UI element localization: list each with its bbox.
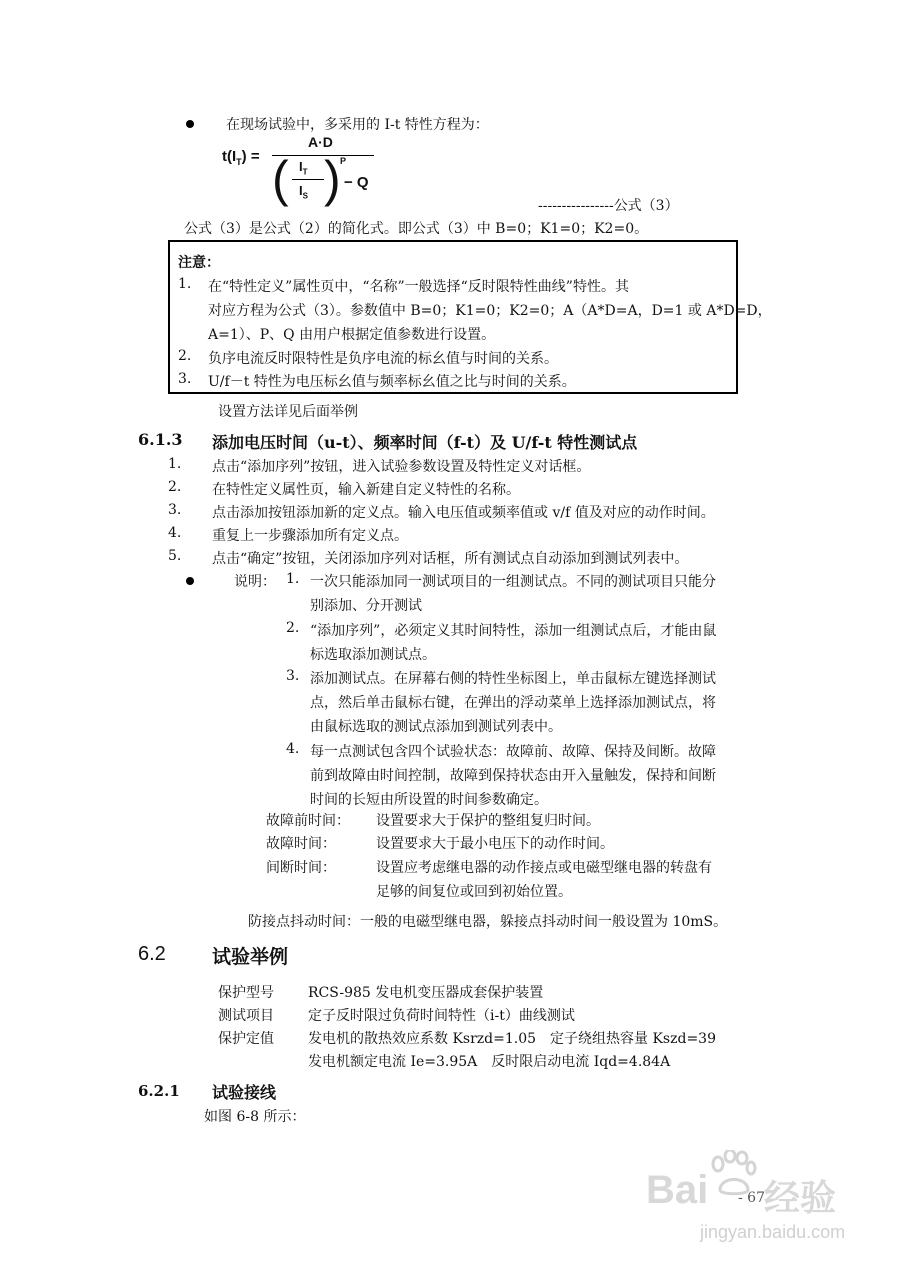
step-3-text: 点击添加按钮添加新的定义点。输入电压值或频率值或 v/f 值及对应的动作时间。 bbox=[212, 505, 715, 521]
explain-2-num: 2. bbox=[286, 620, 300, 636]
explain-1-line2: 别添加、分开测试 bbox=[310, 598, 422, 614]
note-item-3-line1: U/f－t 特性为电压标幺值与频率标幺值之比与时间的关系。 bbox=[208, 374, 576, 390]
formula-right-paren: ) bbox=[324, 151, 341, 207]
formula-frac-num: $I_T$ bbox=[299, 159, 308, 177]
section-621-number: 6.2.1 bbox=[138, 1082, 180, 1100]
formula-numerator: A·D bbox=[308, 134, 333, 150]
formula-frac-den: $I_S$ bbox=[299, 183, 308, 201]
intro-bullet-text: 在现场试验中，多采用的 I-t 特性方程为： bbox=[226, 117, 489, 133]
note-title: 注意： bbox=[178, 255, 220, 271]
spec-3-label: 保护定值 bbox=[218, 1031, 274, 1047]
spec-2-label: 测试项目 bbox=[218, 1008, 274, 1024]
step-2-num: 2. bbox=[168, 479, 182, 495]
step-4-num: 4. bbox=[168, 525, 182, 541]
time-1-label: 故障前时间： bbox=[266, 813, 350, 829]
watermark-brand: Bai bbox=[646, 1168, 709, 1212]
explain-4-line3: 时间的长短由所设置的时间参数确定。 bbox=[310, 792, 548, 808]
note-item-2-line1: 负序电流反时限特性是负序电流的标幺值与时间的关系。 bbox=[208, 351, 558, 367]
formula-label: ----------------公式（3） bbox=[538, 198, 679, 214]
section-621-title: 试验接线 bbox=[212, 1083, 277, 1102]
explain-1-line1: 一次只能添加同一测试项目的一组测试点。不同的测试项目只能分 bbox=[310, 574, 716, 590]
baidu-paw-icon bbox=[708, 1150, 758, 1196]
formula-frac-bar bbox=[292, 179, 324, 180]
section-62-number: 6.2 bbox=[138, 943, 166, 965]
note-item-3-num: 3. bbox=[178, 371, 192, 387]
section-621-text: 如图 6-8 所示： bbox=[204, 1109, 306, 1125]
explain-3-line1: 添加测试点。在屏幕右侧的特性坐标图上，单击鼠标左键选择测试 bbox=[310, 671, 716, 687]
spec-3-extra: 发电机额定电流 Ie=3.95A 反时限启动电流 Iqd=4.84A bbox=[308, 1054, 671, 1070]
section-62-title: 试验举例 bbox=[212, 946, 289, 968]
note-item-1-line2: 对应方程为公式（3）。参数值中 B=0；K1=0；K2=0；A（A*D=A，D=1 或 A*D=D， bbox=[208, 303, 772, 319]
spec-2-value: 定子反时限过负荷时间特性（i-t）曲线测试 bbox=[308, 1008, 575, 1024]
step-1-num: 1. bbox=[168, 456, 182, 472]
section-613-title: 添加电压时间（u-t）、频率时间（f-t）及 U/f-t 特性测试点 bbox=[212, 433, 638, 452]
formula-lhs: $t(I_T)$ = bbox=[222, 148, 260, 167]
bullet-dot bbox=[186, 120, 194, 128]
explain-4-line1: 每一点测试包含四个试验状态：故障前、故障、保持及间断。故障 bbox=[310, 744, 716, 760]
time-2-label: 故障时间： bbox=[266, 836, 336, 852]
watermark-cn: 经验 bbox=[764, 1177, 837, 1218]
step-5-text: 点击“确定”按钮，关闭添加序列对话框，所有测试点自动添加到测试列表中。 bbox=[212, 551, 689, 567]
spec-1-value: RCS-985 发电机变压器成套保护装置 bbox=[308, 985, 544, 1001]
formula-note: 公式（3）是公式（2）的简化式。即公式（3）中 B=0；K1=0；K2=0。 bbox=[184, 221, 649, 237]
section-613-number: 6.1.3 bbox=[138, 430, 183, 449]
time-3-label: 间断时间： bbox=[266, 860, 336, 876]
time-3-text: 设置应考虑继电器的动作接点或电磁型继电器的转盘有 bbox=[376, 860, 712, 876]
spec-3-value: 发电机的散热效应系数 Ksrzd=1.05 定子绕组热容量 Kszd=39 bbox=[308, 1031, 717, 1047]
explain-3-num: 3. bbox=[286, 668, 300, 684]
debounce-text: 防接点抖动时间：一般的电磁型继电器，躲接点抖动时间一般设置为 10mS。 bbox=[248, 914, 728, 930]
page-number: - 67 bbox=[738, 1190, 765, 1206]
time-1-text: 设置要求大于保护的整组复归时间。 bbox=[376, 813, 600, 829]
time-3-text2: 足够的间复位或回到初始位置。 bbox=[376, 884, 572, 900]
explain-2-line1: “添加序列”，必须定义其时间特性，添加一组测试点后，才能由鼠 bbox=[310, 623, 717, 639]
explain-label: 说明： bbox=[234, 574, 276, 590]
step-2-text: 在特性定义属性页，输入新建自定义特性的名称。 bbox=[212, 482, 520, 498]
step-3-num: 3. bbox=[168, 502, 182, 518]
explain-bullet-dot bbox=[186, 577, 194, 585]
step-5-num: 5. bbox=[168, 548, 182, 564]
formula-exponent: P bbox=[340, 156, 347, 166]
note-item-1-line1: 在“特性定义”属性页中，“名称”一般选择“反时限特性曲线”特性。其 bbox=[208, 279, 629, 295]
step-1-text: 点击“添加序列”按钮，进入试验参数设置及特性定义对话框。 bbox=[212, 459, 591, 475]
explain-4-line2: 前到故障由时间控制，故障到保持状态由开入量触发，保持和间断 bbox=[310, 768, 716, 784]
explain-1-num: 1. bbox=[286, 571, 300, 587]
formula-minus-q: − Q bbox=[344, 174, 369, 191]
explain-3-line3: 由鼠标选取的测试点添加到测试列表中。 bbox=[310, 719, 562, 735]
spec-1-label: 保护型号 bbox=[218, 985, 274, 1001]
formula bbox=[222, 134, 382, 214]
note-after: 设置方法详见后面举例 bbox=[218, 404, 358, 420]
explain-2-line2: 标选取添加测试点。 bbox=[310, 647, 436, 663]
explain-3-line2: 点，然后单击鼠标右键，在弹出的浮动菜单上选择添加测试点，将 bbox=[310, 695, 716, 711]
watermark-url: jingyan.baidu.com bbox=[700, 1222, 846, 1242]
step-4-text: 重复上一步骤添加所有定义点。 bbox=[212, 528, 408, 544]
explain-4-num: 4. bbox=[286, 741, 300, 757]
formula-left-paren: ( bbox=[272, 151, 289, 207]
note-item-2-num: 2. bbox=[178, 348, 192, 364]
note-item-1-line3: A=1）、P、Q 由用户根据定值参数进行设置。 bbox=[208, 327, 496, 343]
note-item-1-num: 1. bbox=[178, 276, 192, 292]
time-2-text: 设置要求大于最小电压下的动作时间。 bbox=[376, 836, 614, 852]
